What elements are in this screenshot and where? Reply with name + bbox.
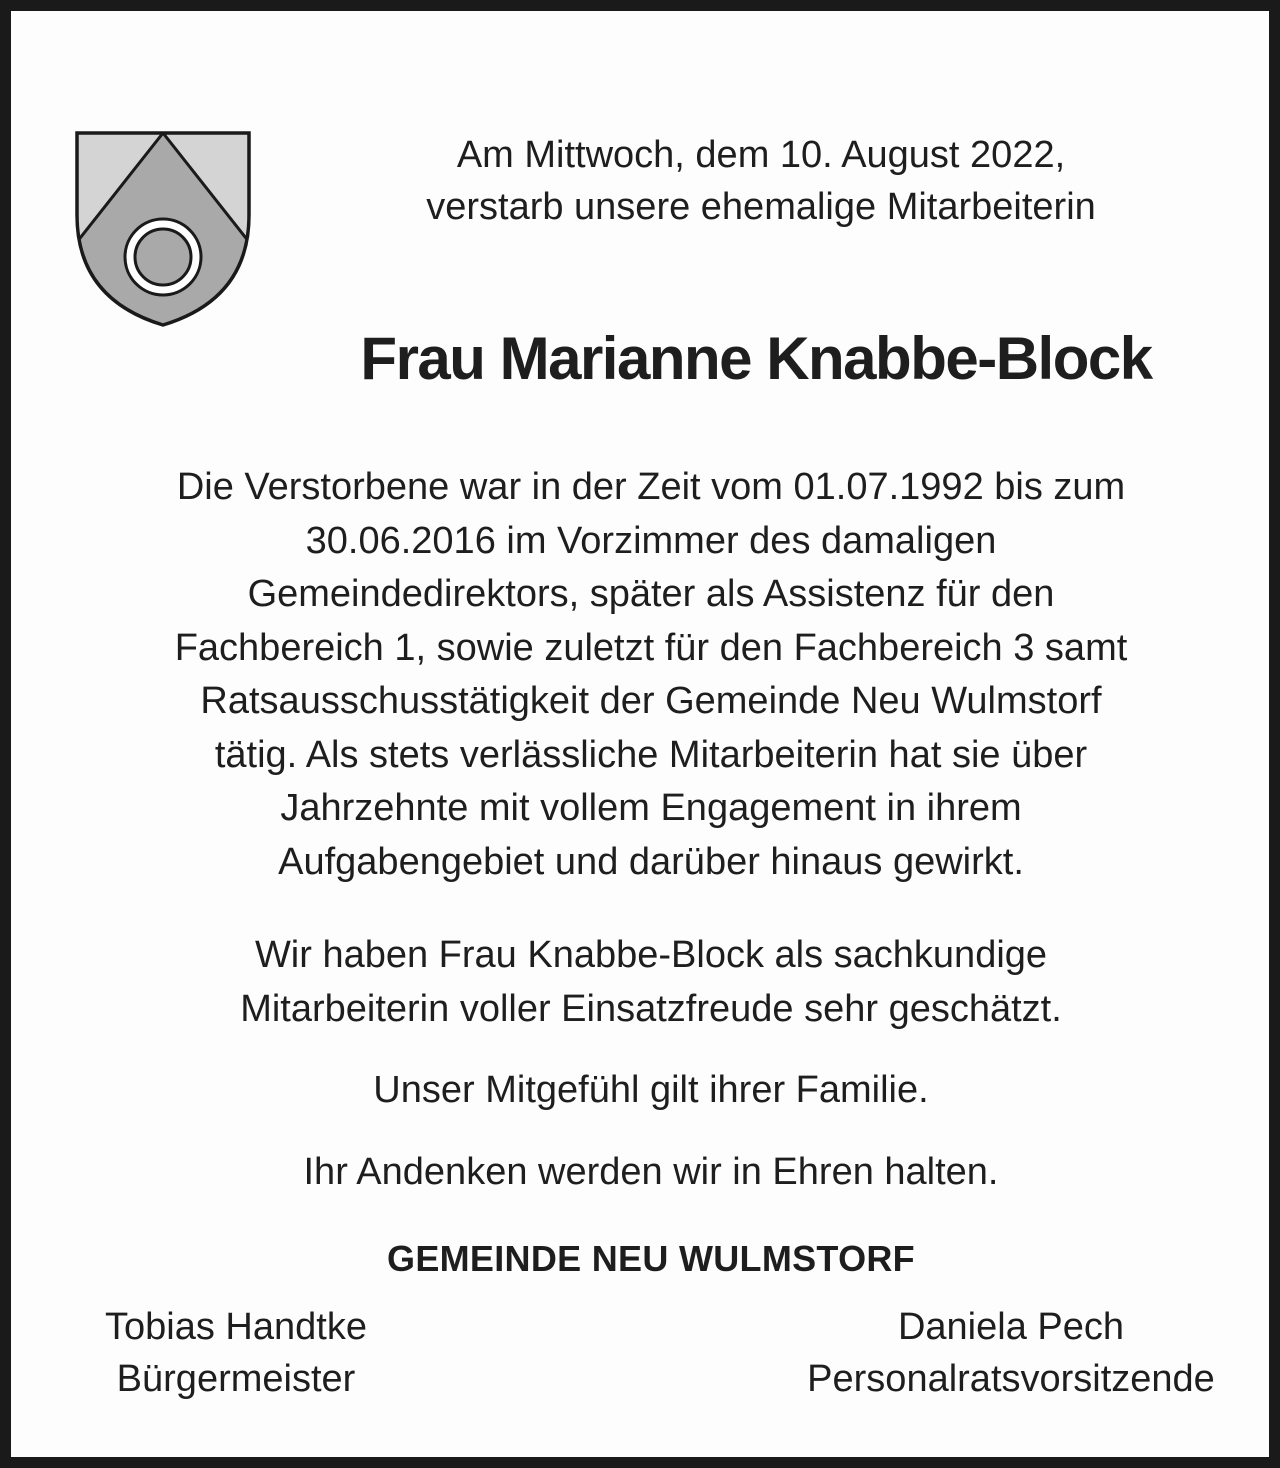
paragraph-appreciation: [41, 929, 1261, 1036]
intro-text: [331, 129, 1191, 233]
text-line: Gemeindedirektors, später als Assistenz für den: [247, 573, 1055, 615]
intro-line: Am Mittwoch, dem 10. August 2022,: [456, 134, 1066, 176]
coat-of-arms-icon: [73, 129, 253, 329]
paragraph-remembrance: Ihr Andenken werden wir in Ehren halten.: [303, 1150, 999, 1193]
text-line: Wir haben Frau Knabbe-Block als sachkundige: [254, 934, 1048, 976]
signatory-title: Bürgermeister: [116, 1358, 356, 1400]
text-line: tätig. Als stets verlässliche Mitarbeiterin hat sie über: [214, 733, 1088, 776]
paragraph-career: [41, 461, 1261, 889]
signatory-title: Personalratsvorsitzende: [807, 1358, 1215, 1400]
organization-name: GEMEINDE NEU WULMSTORF: [387, 1238, 915, 1279]
signatory-left: [51, 1301, 421, 1405]
paragraph-sympathy: Unser Mitgefühl gilt ihrer Familie.: [373, 1069, 929, 1111]
text-line: Ratsausschusstätigkeit der Gemeinde Neu Wulmstorf: [200, 680, 1102, 722]
obituary-body: [41, 461, 1261, 1199]
text-line: Aufgabengebiet und darüber hinaus gewirkt.: [278, 840, 1024, 883]
intro-line: verstarb unsere ehemalige Mitarbeiterin: [426, 186, 1096, 228]
text-line: Fachbereich 1, sowie zuletzt für den Fachbereich 3 samt: [174, 626, 1128, 669]
deceased-name: Frau Marianne Knabbe-Block: [360, 325, 1152, 392]
signatory-right: [751, 1301, 1271, 1405]
signatory-name: Daniela Pech: [897, 1306, 1125, 1348]
text-line: Die Verstorbene war in der Zeit vom 01.07.1992 bis zum: [176, 466, 1126, 508]
text-line: Jahrzehnte mit vollem Engagement in ihrem: [280, 787, 1022, 829]
text-line: 30.06.2016 im Vorzimmer des damaligen: [305, 519, 997, 562]
signatory-name: Tobias Handtke: [105, 1306, 367, 1348]
text-line: Mitarbeiterin voller Einsatzfreude sehr geschätzt.: [240, 987, 1062, 1030]
